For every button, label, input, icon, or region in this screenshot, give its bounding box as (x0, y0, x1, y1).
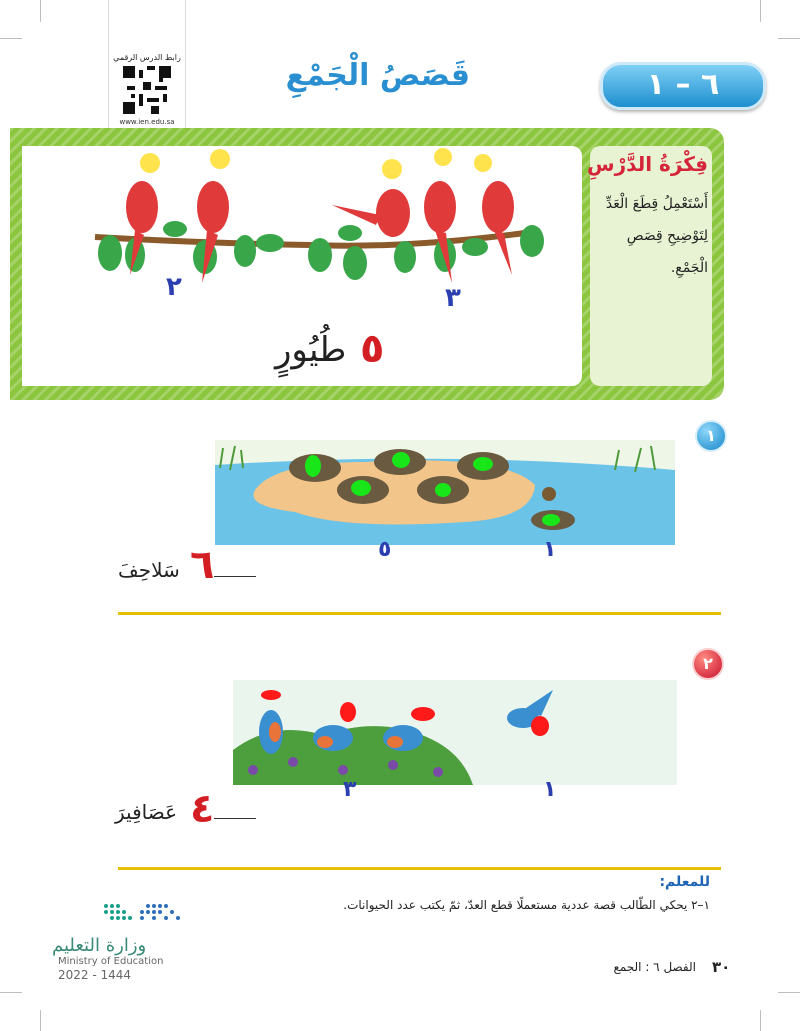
crop-mark (0, 38, 22, 39)
exercise-1-answer-line (214, 576, 256, 577)
lesson-title: قَصَصُ الْجَمْعِ (285, 58, 470, 93)
section-divider (118, 867, 721, 870)
ministry-year: 2022 - 1444 (58, 968, 132, 982)
exercise-2-answer[interactable]: ٤ (190, 786, 215, 832)
exercise-2-count-right: ١ (543, 777, 557, 802)
lesson-idea-title: فِكْرَةُ الدَّرْسِ (587, 152, 708, 176)
lesson-number-badge: ٦ – ١ (600, 62, 766, 110)
teacher-note: ١–٢ يحكي الطّالب قصة عددية مستعملًا قطع العدّ، ثمّ يكتب عدد الحيوانات. (343, 898, 710, 912)
parrots-on-branch-illustration (80, 145, 550, 295)
parrot-count-left: ٢ (166, 272, 182, 302)
exercise-1-answer[interactable]: ٦ (190, 542, 215, 588)
crop-mark (0, 992, 22, 993)
qr-code-icon[interactable] (123, 66, 171, 114)
page-number: ٣٠ (712, 958, 731, 976)
ministry-name-en: Ministry of Education (58, 956, 164, 967)
ministry-name-ar: وزارة التعليم (52, 935, 147, 956)
crop-mark (40, 1010, 41, 1031)
exercise-1-word: سَلاحِفَ (118, 558, 180, 582)
qr-card[interactable] (108, 0, 186, 133)
exercise-2-badge: ٢ (692, 648, 724, 680)
qr-url[interactable]: www.ien.edu.sa (119, 118, 175, 126)
crop-mark (760, 1010, 761, 1031)
lesson-idea-text: أَسْتَعْمِلُ قِطَعَ الْعَدِّ لِتَوْضِيحِ قِصَصِ الْجَمْعِ. (605, 196, 708, 276)
chapter-label: الفصل ٦ : الجمع (613, 960, 696, 974)
exercise-1-count-right: ١ (543, 537, 557, 562)
exercise-1-count-left: ٥ (378, 537, 392, 562)
crop-mark (778, 38, 800, 39)
ministry-logo-icon (100, 900, 190, 932)
exercise-2-word: عَصَافِيرَ (115, 800, 178, 824)
crop-mark (40, 0, 41, 22)
birds-illustration (233, 680, 677, 785)
crop-mark (778, 992, 800, 993)
parrot-noun: طُيُورٍ (275, 330, 347, 370)
qr-title: رابط الدرس الرقمي (113, 53, 181, 62)
exercise-1-badge: ١ (695, 420, 727, 452)
exercise-2-answer-line (214, 818, 256, 819)
turtles-illustration (215, 440, 675, 545)
teacher-note-label: للمعلم: (659, 874, 710, 890)
parrot-count-right: ٣ (445, 283, 461, 313)
section-divider (118, 612, 721, 615)
crop-mark (760, 0, 761, 22)
parrot-total-count: ٥ (360, 326, 385, 372)
exercise-2-count-left: ٣ (343, 777, 357, 802)
